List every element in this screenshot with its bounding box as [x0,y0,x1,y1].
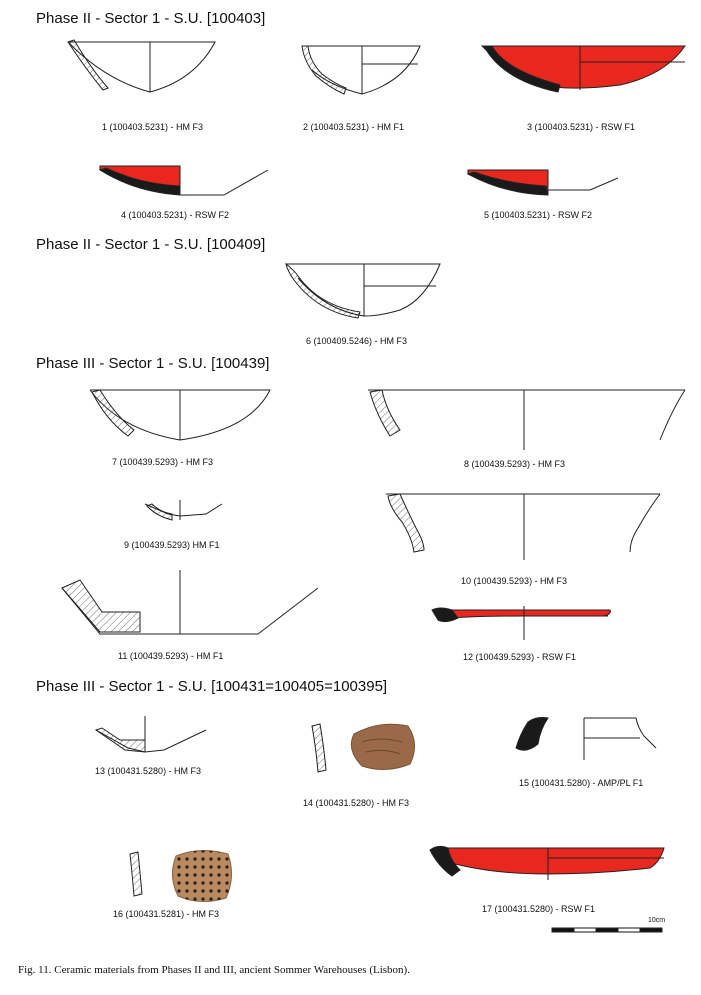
item-label-11: 11 (100439.5293) - HM F1 [118,651,224,661]
item-label-6: 6 (100409.5246) - HM F3 [306,336,408,346]
item-label-16: 16 (100431.5281) - HM F3 [113,909,220,919]
item-label-15: 15 (100431.5280) - AMP/PL F1 [519,778,644,788]
section-heading-phase2-100409: Phase II - Sector 1 - S.U. [100409] [36,236,266,253]
vessel-17 [430,846,664,880]
vessel-4 [100,166,268,195]
item-label-17: 17 (100431.5280) - RSW F1 [482,904,596,914]
section-heading-phase3-100439: Phase III - Sector 1 - S.U. [100439] [36,355,270,372]
vessel-14 [312,724,415,772]
item-label-12: 12 (100439.5293) - RSW F1 [463,652,577,662]
vessel-1 [68,40,215,92]
vessel-15 [516,718,656,761]
figure-caption: Fig. 11. Ceramic materials from Phases II and III, ancient Sommer Warehouses (Lisbon). [18,964,410,976]
item-label-7: 7 (100439.5293) - HM F3 [112,457,214,467]
item-label-9: 9 (100439.5293) HM F1 [124,540,220,550]
item-label-4: 4 (100403.5231) - RSW F2 [121,210,230,220]
item-label-5: 5 (100403.5231) - RSW F2 [484,210,593,220]
item-label-1: 1 (100403.5231) - HM F3 [102,122,204,132]
vessel-6 [286,264,440,318]
scale-bar-label: 10cm [648,917,666,924]
item-label-14: 14 (100431.5280) - HM F3 [303,798,410,808]
vessel-10 [386,494,660,560]
vessel-12 [432,606,610,640]
item-label-13: 13 (100431.5280) - HM F3 [95,766,202,776]
vessel-9 [145,500,222,520]
vessel-11 [62,570,318,634]
section-heading-phase2-100403: Phase II - Sector 1 - S.U. [100403] [36,10,266,27]
vessel-13 [96,716,206,752]
vessel-7 [90,390,270,440]
vessel-16 [130,850,232,901]
item-label-2: 2 (100403.5231) - HM F1 [303,122,405,132]
section-heading-phase3-100431: Phase III - Sector 1 - S.U. [100431=100405=100395] [36,678,388,695]
vessel-3 [482,46,685,92]
vessel-5 [468,170,618,195]
item-label-8: 8 (100439.5293) - HM F3 [464,459,566,469]
vessel-2 [302,46,420,94]
scale-bar [552,928,662,932]
item-label-3: 3 (100403.5231) - RSW F1 [527,122,636,132]
vessel-8 [368,390,685,450]
item-label-10: 10 (100439.5293) - HM F3 [461,576,568,586]
